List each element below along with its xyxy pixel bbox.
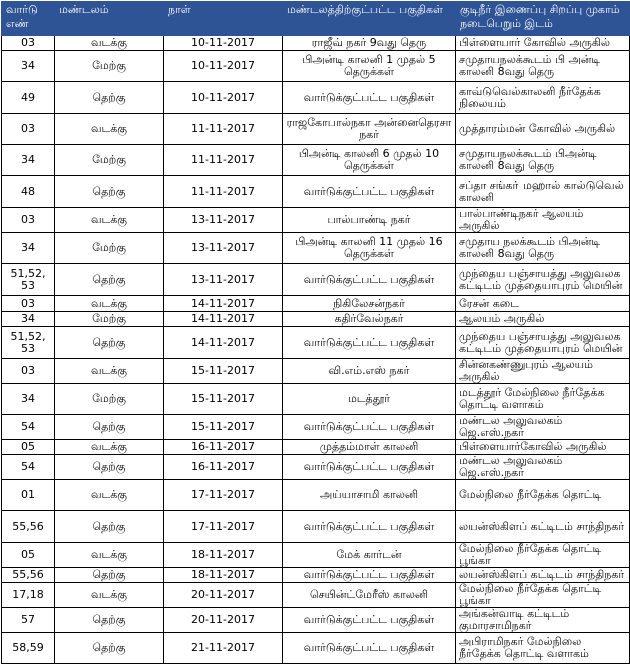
- date-cell: 10-11-2017: [164, 82, 283, 114]
- areas-cell: நிகிலேசன்நகர்: [283, 296, 456, 312]
- header-areas: மண்டலத்திற்குட்பட்ட பகுதிகள்: [283, 2, 456, 36]
- ward-number-cell: 55,56: [2, 568, 55, 583]
- table-row: [2, 233, 630, 264]
- table-row: [2, 633, 630, 664]
- ward-number-cell: 34: [2, 145, 55, 176]
- header-ward-number: வார்டு எண்: [2, 2, 55, 36]
- date-cell: 18-11-2017: [164, 568, 283, 583]
- venue-cell: முந்தைய பஞ்சாயத்து அலுவலக கட்டிடம் முத்தையாபுரம் மெயின்: [456, 264, 630, 296]
- date-cell: 11-11-2017: [164, 114, 283, 145]
- venue-cell: மண்டல அலுவலகம் ஜெ.எஸ்.நகர்: [456, 455, 630, 480]
- zone-cell: தெற்கு: [55, 511, 164, 543]
- ward-number-cell: 03: [2, 114, 55, 145]
- zone-cell: மேற்கு: [55, 145, 164, 176]
- ward-number-cell: 58,59: [2, 633, 55, 664]
- table-row: [2, 480, 630, 511]
- ward-number-cell: 03: [2, 296, 55, 312]
- table-row: [2, 176, 630, 208]
- ward-number-cell: 34: [2, 233, 55, 264]
- areas-cell: வார்டுக்குட்பட்ட பகுதிகள்: [283, 415, 456, 440]
- venue-cell: மேல்நிலை நீர்தேக்க தொட்டி பூங்கா: [456, 543, 630, 568]
- areas-cell: அய்யாசாமி காலனி: [283, 480, 456, 511]
- zone-cell: வடக்கு: [55, 583, 164, 608]
- zone-cell: தெற்கு: [55, 327, 164, 359]
- zone-cell: வடக்கு: [55, 440, 164, 455]
- zone-cell: வடக்கு: [55, 208, 164, 233]
- venue-cell: சமுதாயநலக்கூடம் பி அன்டி காலனி 8வது தெரு: [456, 51, 630, 82]
- areas-cell: வார்டுக்குட்பட்ட பகுதிகள்: [283, 455, 456, 480]
- table-row: [2, 327, 630, 359]
- table-header-row: [2, 2, 630, 36]
- zone-cell: வடக்கு: [55, 480, 164, 511]
- ward-number-cell: 05: [2, 440, 55, 455]
- table-row: [2, 359, 630, 384]
- date-cell: 10-11-2017: [164, 36, 283, 51]
- date-cell: 16-11-2017: [164, 440, 283, 455]
- ward-number-cell: 48: [2, 176, 55, 208]
- areas-cell: வார்டுக்குட்பட்ட பகுதிகள்: [283, 176, 456, 208]
- areas-cell: ராஜீவ் நகர் 9வது தெரு: [283, 36, 456, 51]
- header-venue: குடிநீர் இணைப்பு சிறப்பு முகாம் நடைபெறும் இடம்: [456, 2, 630, 36]
- table-row: [2, 543, 630, 568]
- areas-cell: மடத்தூர்: [283, 384, 456, 415]
- ward-number-cell: 54: [2, 415, 55, 440]
- table-row: [2, 82, 630, 114]
- table-row: [2, 455, 630, 480]
- table-row: [2, 114, 630, 145]
- venue-cell: சின்னகண்ணுபுரம் ஆலயம் அருகில்: [456, 359, 630, 384]
- areas-cell: பிஅன்டி காலனி 1 முதல் 5 தெருக்கள்: [283, 51, 456, 82]
- areas-cell: வார்டுக்குட்பட்ட பகுதிகள்: [283, 511, 456, 543]
- date-cell: 15-11-2017: [164, 359, 283, 384]
- zone-cell: தெற்கு: [55, 415, 164, 440]
- date-cell: 14-11-2017: [164, 327, 283, 359]
- ward-number-cell: 17,18: [2, 583, 55, 608]
- date-cell: 13-11-2017: [164, 264, 283, 296]
- areas-cell: வார்டுக்குட்பட்ட பகுதிகள்: [283, 327, 456, 359]
- venue-cell: லயன்ஸ்கிளப் கட்டிடம் சாந்திநகர்: [456, 568, 630, 583]
- table-row: [2, 583, 630, 608]
- areas-cell: வார்டுக்குட்பட்ட பகுதிகள்: [283, 633, 456, 664]
- areas-cell: முத்தம்மாள் காலனி: [283, 440, 456, 455]
- ward-number-cell: 03: [2, 208, 55, 233]
- header-date: நாள்: [164, 2, 283, 36]
- date-cell: 15-11-2017: [164, 415, 283, 440]
- date-cell: 11-11-2017: [164, 176, 283, 208]
- zone-cell: தெற்கு: [55, 608, 164, 633]
- ward-number-cell: 05: [2, 543, 55, 568]
- date-cell: 11-11-2017: [164, 145, 283, 176]
- zone-cell: தெற்கு: [55, 568, 164, 583]
- venue-cell: ரேசன் கடை: [456, 296, 630, 312]
- areas-cell: வார்டுக்குட்பட்ட பகுதிகள்: [283, 608, 456, 633]
- zone-cell: தெற்கு: [55, 455, 164, 480]
- zone-cell: மேற்கு: [55, 233, 164, 264]
- areas-cell: பிஅன்டி காலனி 11 முதல் 16 தெருக்கள்: [283, 233, 456, 264]
- venue-cell: பிள்ளையார்கோவில் அருகில்: [456, 440, 630, 455]
- ward-number-cell: 51,52, 53: [2, 264, 55, 296]
- date-cell: 20-11-2017: [164, 583, 283, 608]
- ward-number-cell: 57: [2, 608, 55, 633]
- venue-cell: சப்தா சங்கா் மஹால் கால்டுவெல் காலனி: [456, 176, 630, 208]
- ward-number-cell: 03: [2, 36, 55, 51]
- ward-number-cell: 54: [2, 455, 55, 480]
- zone-cell: தெற்கு: [55, 82, 164, 114]
- date-cell: 13-11-2017: [164, 233, 283, 264]
- venue-cell: லயன்ஸ்கிளப் கட்டிடம் சாந்திநகர்: [456, 511, 630, 543]
- venue-cell: காவ்டுவெல்காலனி நீர்தேக்க நிலையம்: [456, 82, 630, 114]
- date-cell: 10-11-2017: [164, 51, 283, 82]
- ward-number-cell: 34: [2, 51, 55, 82]
- areas-cell: கதிர்வேல்நகர்: [283, 312, 456, 327]
- venue-cell: முத்தாரம்மன் கோவில் அருகில்: [456, 114, 630, 145]
- venue-cell: மண்டல அலுவலகம் ஜெ.எஸ்.நகர்: [456, 415, 630, 440]
- areas-cell: வி.எம்.எஸ் நகர்: [283, 359, 456, 384]
- table-body: [2, 36, 630, 664]
- table-row: [2, 296, 630, 312]
- zone-cell: மேற்கு: [55, 51, 164, 82]
- table-row: [2, 145, 630, 176]
- venue-cell: பிள்ளையார் கோவில் அருகில்: [456, 36, 630, 51]
- table-row: [2, 208, 630, 233]
- venue-cell: பால்பாண்டிநகர் ஆலயம் அருகில்: [456, 208, 630, 233]
- zone-cell: மேற்கு: [55, 384, 164, 415]
- table-row: [2, 608, 630, 633]
- date-cell: 18-11-2017: [164, 543, 283, 568]
- zone-cell: தெற்கு: [55, 264, 164, 296]
- areas-cell: பிஅன்டி காலனி 6 முதல் 10 தெருக்கள்: [283, 145, 456, 176]
- zone-cell: வடக்கு: [55, 36, 164, 51]
- venue-cell: அபிராமிநகர் மேல்நிலை நீர்தேக்க தொட்டி வளாகம்: [456, 633, 630, 664]
- venue-cell: மேல்நிலை நீர்தேக்க தொட்டி: [456, 480, 630, 511]
- table-row: [2, 568, 630, 583]
- date-cell: 20-11-2017: [164, 608, 283, 633]
- zone-cell: மேற்கு: [55, 312, 164, 327]
- table-row: [2, 312, 630, 327]
- zone-cell: வடக்கு: [55, 359, 164, 384]
- table-row: [2, 264, 630, 296]
- venue-cell: சமுதாயநலக்கூடம் பிஅன்டி காலனி 8வது தெரு: [456, 145, 630, 176]
- date-cell: 16-11-2017: [164, 455, 283, 480]
- venue-cell: அங்கன்வாடி கட்டிடம் குமாரசாமிநகர்: [456, 608, 630, 633]
- venue-cell: மடத்தூர் மேல்நிலை நீர்தேக்க தொட்டி வளாகம்: [456, 384, 630, 415]
- ward-number-cell: 55,56: [2, 511, 55, 543]
- ward-number-cell: 01: [2, 480, 55, 511]
- ward-number-cell: 49: [2, 82, 55, 114]
- ward-number-cell: 34: [2, 384, 55, 415]
- table-row: [2, 384, 630, 415]
- table-row: [2, 440, 630, 455]
- zone-cell: வடக்கு: [55, 296, 164, 312]
- zone-cell: தெற்கு: [55, 176, 164, 208]
- areas-cell: செயின்ட்மேரீஸ் காலனி: [283, 583, 456, 608]
- venue-cell: ஆலயம் அருகில்: [456, 312, 630, 327]
- ward-number-cell: 03: [2, 359, 55, 384]
- areas-cell: வார்டுக்குட்பட்ட பகுதிகள்: [283, 82, 456, 114]
- date-cell: 14-11-2017: [164, 296, 283, 312]
- table-row: [2, 51, 630, 82]
- ward-number-cell: 34: [2, 312, 55, 327]
- table-row: [2, 511, 630, 543]
- date-cell: 17-11-2017: [164, 480, 283, 511]
- zone-cell: வடக்கு: [55, 543, 164, 568]
- date-cell: 15-11-2017: [164, 384, 283, 415]
- date-cell: 14-11-2017: [164, 312, 283, 327]
- table-row: [2, 415, 630, 440]
- zone-cell: வடக்கு: [55, 114, 164, 145]
- water-connection-camp-table: [1, 1, 630, 664]
- zone-cell: தெற்கு: [55, 633, 164, 664]
- venue-cell: முந்தைய பஞ்சாயத்து அலுவலக கட்டிடம் முத்தையாபுரம் மெயின்: [456, 327, 630, 359]
- areas-cell: ராஜகோபால்நகா அன்னைதெரசா நகர்: [283, 114, 456, 145]
- table-row: [2, 36, 630, 51]
- date-cell: 13-11-2017: [164, 208, 283, 233]
- header-zone: மண்டலம்: [55, 2, 164, 36]
- ward-number-cell: 51,52, 53: [2, 327, 55, 359]
- areas-cell: பால்பாண்டி நகர்: [283, 208, 456, 233]
- date-cell: 17-11-2017: [164, 511, 283, 543]
- areas-cell: வார்டுக்குட்பட்ட பகுதிகள்: [283, 264, 456, 296]
- areas-cell: வார்டுக்குட்பட்ட பகுதிகள்: [283, 568, 456, 583]
- areas-cell: மேக் கார்டன்: [283, 543, 456, 568]
- venue-cell: மேல்நிலை நீர்தேக்க தொட்டி பூங்கா: [456, 583, 630, 608]
- date-cell: 21-11-2017: [164, 633, 283, 664]
- venue-cell: சமுதாய நலக்கூடம் பிஅன்டி காலனி 8வது தெரு: [456, 233, 630, 264]
